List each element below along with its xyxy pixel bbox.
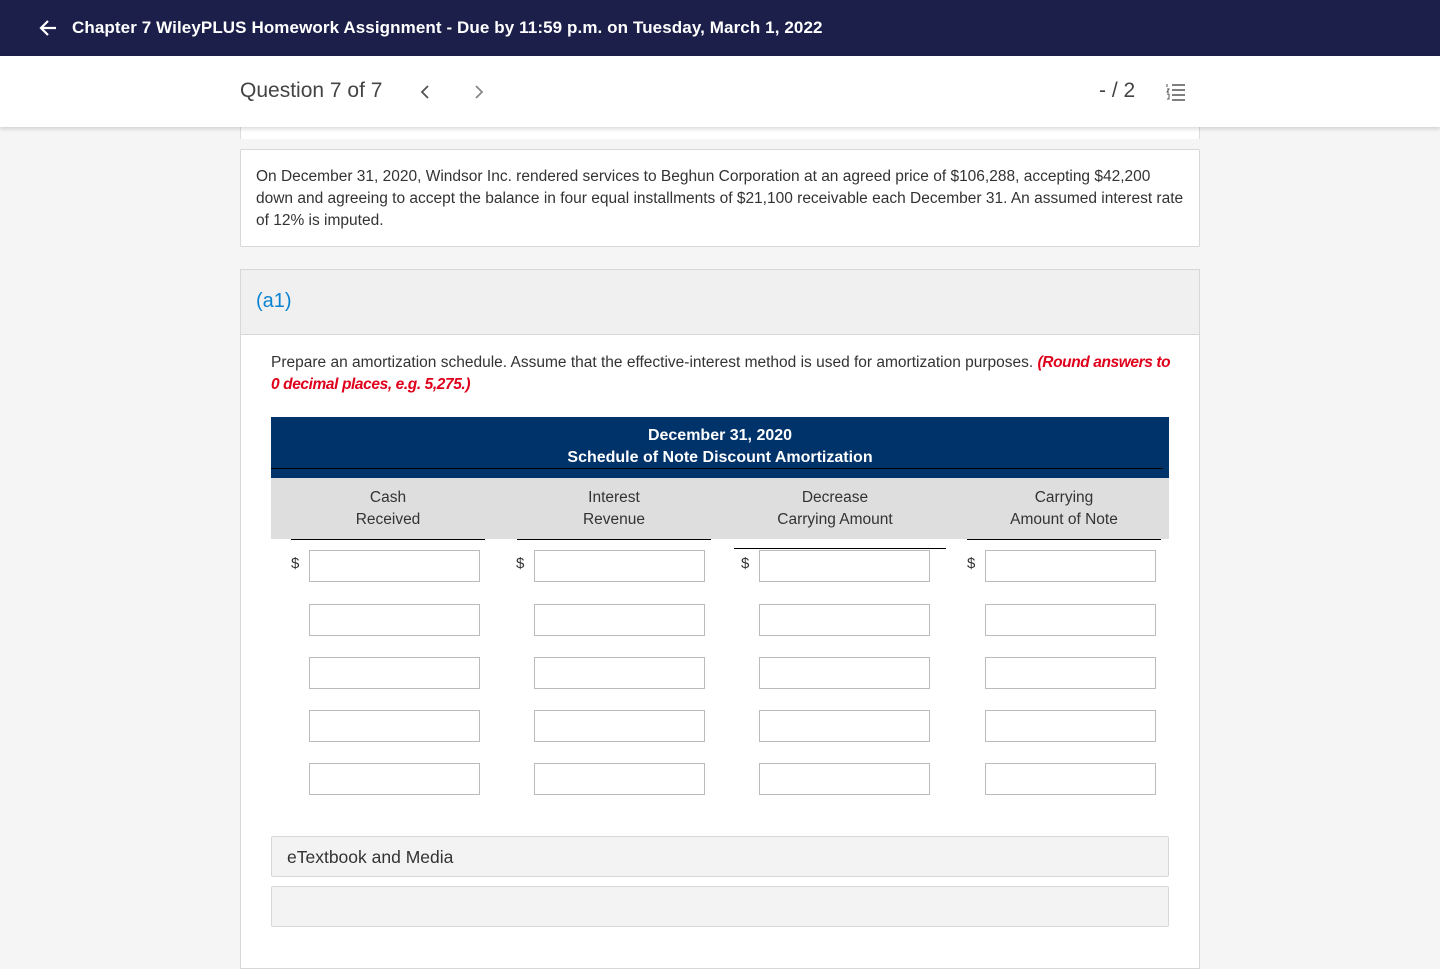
cash-received-input[interactable] — [309, 657, 480, 689]
col-header-line: Amount of Note — [1010, 511, 1118, 528]
interest-revenue-input[interactable] — [534, 763, 705, 795]
cash-received-input[interactable] — [309, 710, 480, 742]
col-header-carrying-amount — [967, 487, 1161, 531]
schedule-name: Schedule of Note Discount Amortization — [567, 449, 873, 466]
col-underline — [967, 539, 1161, 540]
question-counter: Question 7 of 7 — [240, 79, 383, 102]
etextbook-media-panel[interactable]: eTextbook and Media — [271, 836, 1169, 877]
decrease-carrying-input[interactable] — [759, 763, 930, 795]
cash-received-input[interactable] — [309, 604, 480, 636]
interest-revenue-input[interactable] — [534, 710, 705, 742]
col-header-line: Received — [355, 511, 421, 528]
currency-symbol: $ — [741, 555, 750, 572]
assignment-header — [0, 0, 1440, 56]
col-header-decrease-carrying — [738, 487, 932, 531]
next-panel[interactable] — [271, 886, 1169, 927]
col-header-cash-received — [291, 487, 485, 531]
question-part-a1 — [240, 269, 1200, 969]
previous-question-icon[interactable] — [416, 82, 436, 102]
decrease-carrying-input[interactable] — [759, 550, 930, 582]
col-header-line: Revenue — [582, 511, 646, 528]
question-list-icon[interactable] — [1165, 81, 1187, 103]
col-underline — [291, 539, 485, 540]
interest-revenue-input[interactable] — [534, 604, 705, 636]
rounding-note: (Round answers to 0 decimal places, e.g. 5,275.) — [271, 354, 1171, 393]
schedule-title — [271, 417, 1169, 478]
interest-revenue-input[interactable] — [534, 550, 705, 582]
currency-symbol: $ — [516, 555, 525, 572]
schedule-date: December 31, 2020 — [647, 427, 793, 444]
decrease-carrying-input[interactable] — [759, 710, 930, 742]
currency-symbol: $ — [967, 555, 976, 572]
col-header-line: Interest — [588, 489, 640, 506]
col-underline — [734, 548, 946, 549]
assignment-title: Chapter 7 WileyPLUS Homework Assignment - Due by 11:59 p.m. on Tuesday, March 1, 2022 — [72, 18, 823, 37]
question-score: - / 2 — [1099, 79, 1136, 102]
carrying-amount-input[interactable] — [985, 763, 1156, 795]
decrease-carrying-input[interactable] — [759, 604, 930, 636]
carrying-amount-input[interactable] — [985, 710, 1156, 742]
col-header-line: Carrying Amount — [777, 511, 893, 528]
carrying-amount-input[interactable] — [985, 550, 1156, 582]
col-header-line: Carrying — [1034, 489, 1094, 506]
decrease-carrying-input[interactable] — [759, 657, 930, 689]
part-instruction — [271, 352, 1171, 396]
cash-received-input[interactable] — [309, 550, 480, 582]
schedule-title-divider — [271, 468, 1163, 469]
column-headers — [271, 478, 1169, 539]
next-question-icon[interactable] — [468, 82, 488, 102]
previous-section-edge — [240, 127, 1200, 139]
cash-received-input[interactable] — [309, 763, 480, 795]
part-header — [241, 270, 1199, 335]
back-arrow-icon[interactable] — [36, 16, 60, 40]
carrying-amount-input[interactable] — [985, 604, 1156, 636]
currency-symbol: $ — [291, 555, 300, 572]
col-header-interest-revenue — [517, 487, 711, 531]
problem-statement: On December 31, 2020, Windsor Inc. rendered services to Beghun Corporation at an agreed price of $106,288, accepting $42,200 down and agreeing to accept the balance in four equal installments of $21,100 receivable each December 31. An assumed interest rate of 12% is imputed. — [240, 149, 1200, 247]
question-nav-bar — [0, 56, 1440, 127]
col-header-line: Decrease — [801, 489, 869, 506]
interest-revenue-input[interactable] — [534, 657, 705, 689]
part-label: (a1) — [256, 290, 292, 312]
col-underline — [517, 539, 711, 540]
instruction-text: Prepare an amortization schedule. Assume that the effective-interest method is used for amortization purposes. — [271, 354, 1038, 371]
carrying-amount-input[interactable] — [985, 657, 1156, 689]
col-header-line: Cash — [369, 489, 407, 506]
